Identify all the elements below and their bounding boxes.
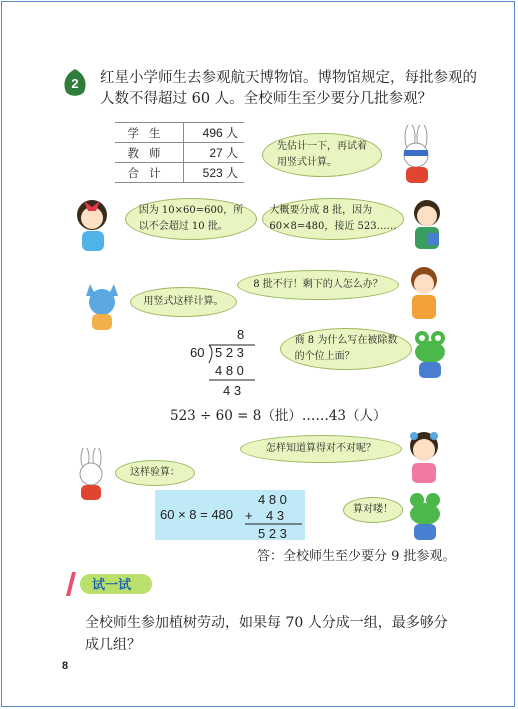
long-division — [185, 325, 265, 400]
people-table — [115, 122, 244, 183]
svg-text:4 8 0: 4 8 0 — [258, 492, 287, 507]
try-question: 全校师生参加植树劳动，如果每 70 人分成一组，最多够分 成几组？ — [85, 615, 448, 653]
pencil-icon — [66, 572, 76, 596]
quotient: 8 — [237, 327, 245, 342]
girl-thinking-icon — [400, 428, 450, 486]
frog-happy-icon — [405, 490, 445, 542]
problem-line-2: 人数不得超过 60 人。全校师生至少要分几批参观？ — [100, 91, 433, 107]
leaf-number-badge — [62, 68, 88, 98]
svg-text:4 3: 4 3 — [266, 508, 285, 523]
girl-character-icon — [70, 195, 120, 255]
try-it-banner — [62, 568, 157, 598]
check-equation: 60 × 8 = 480 — [160, 507, 234, 522]
problem-number: 2 — [71, 76, 79, 91]
cat-character-icon — [80, 278, 125, 336]
bubble-check-like: 这样验算： — [115, 460, 195, 486]
bubble-vertical-calc: 用竖式这样计算。 — [130, 287, 237, 317]
frog-character-icon — [410, 328, 450, 380]
svg-text:5 2 3: 5 2 3 — [258, 526, 287, 541]
problem-line-1: 红星小学师生去参观航天博物馆。博物馆规定，每批参观的 — [100, 70, 477, 86]
bubble-not-ok: 8 批不行！剩下的人怎么办？ — [237, 270, 399, 300]
division-equation: 523 ÷ 60 = 8（批）……43（人） — [170, 408, 387, 424]
bubble-because-600: 因为 10×60=600，所 以不会超过 10 批。 — [125, 198, 257, 240]
bubble-estimate-first: 先估计一下，再试着 用竖式计算。 — [262, 133, 382, 177]
bubble-how-know: 怎样知道算得对不对呢？ — [240, 435, 402, 463]
table-row: 教师 27 人 — [115, 143, 244, 163]
problem-text — [100, 68, 480, 110]
divisor: 60 — [190, 345, 205, 360]
bubble-about-8: 大概要分成 8 批，因为 60×8=480，接近 523…… — [262, 198, 404, 240]
rabbit-left-icon — [70, 448, 112, 503]
boy-character-icon — [405, 195, 450, 255]
bubble-why-above: 商 8 为什么写在被除数 的个位上面？ — [280, 328, 412, 370]
try-it-title: 试一试 — [92, 578, 132, 593]
boy-thinking-icon — [402, 262, 447, 324]
table-row: 学生 496 人 — [115, 123, 244, 143]
bubble-correct: 算对喽！ — [343, 497, 403, 523]
answer-text: 答：全校师生至少要分 9 批参观。 — [257, 549, 456, 564]
table-row: 合计 523 人 — [115, 163, 244, 183]
product: 4 8 0 — [215, 363, 244, 378]
rabbit-character-icon — [390, 125, 440, 187]
check-vertical-addition — [240, 490, 310, 542]
remainder: 4 3 — [223, 383, 242, 398]
svg-text:+: + — [245, 508, 253, 523]
page-number: 8 — [62, 660, 69, 672]
dividend: 5 2 3 — [215, 345, 244, 360]
